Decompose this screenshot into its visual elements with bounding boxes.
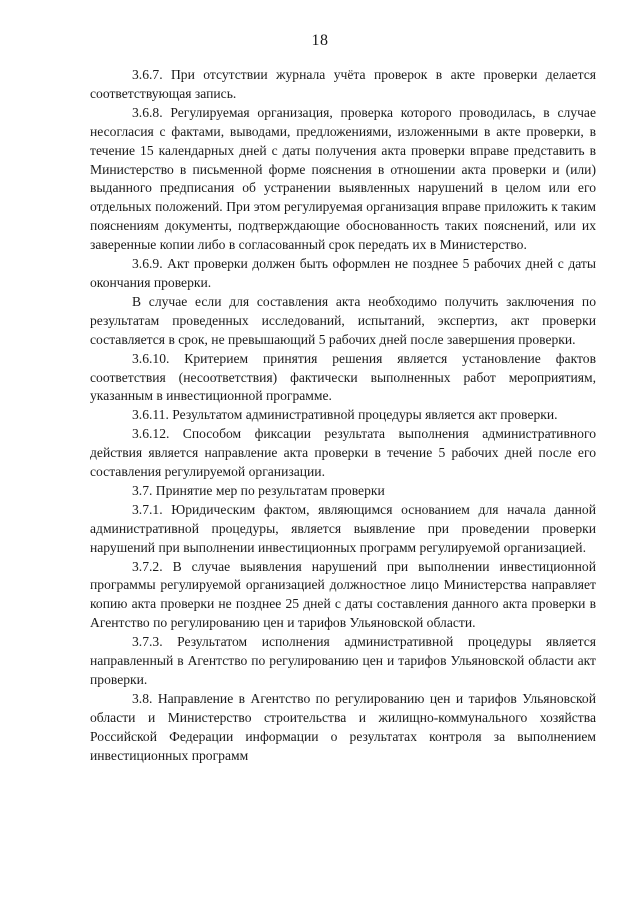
section-heading-3-7: 3.7. Принятие мер по результатам проверки xyxy=(132,482,385,498)
paragraph-3-7-2: 3.7.2. В случае выявления нарушений при выполнении инвестиционной программы регулируемой организацией должностное лицо Министерства направляет копию акта проверки не позднее 25 дней с даты составления данного акта проверки в Агентство по регулированию цен и тарифов Ульяновской области. xyxy=(90,558,596,631)
paragraph-3-6-11: 3.6.11. Результатом административной процедуры является акт проверки. xyxy=(132,407,558,423)
paragraph-3-6-8: 3.6.8. Регулируемая организация, проверка которого проводилась, в случае несогласия с фактами, выводами, предложениями, изложенными в акте проверки, в течение 15 календарных дней с даты получения акта проверки вправе представить в Министерство в письменной форме пояснения в отношении акта проверки и (или) выданного предписания об устранении выявленных нарушений в целом или его отдельных положений. При этом регулируемая организация вправе приложить к таким пояснениям документы, подтверждающие обоснованность таких пояснений, или их заверенные копии либо в согласованный срок передать их в Министерство. xyxy=(90,104,596,253)
page-number: 18 xyxy=(311,32,329,49)
paragraph-3-6-9-extra: В случае если для составления акта необходимо получить заключения по результатам проведенных исследований, испытаний, экспертиз, акт проверки составляется в срок, не превышающий 5 рабочих дней после завершения проверки. xyxy=(90,293,596,347)
section-heading-3-8: 3.8. Направление в Агентство по регулированию цен и тарифов Ульяновской области и Министерство строительства и жилищно-коммунального хозяйства Российской Федерации информации о результатах контроля за выполнением инвестиционных программ xyxy=(90,690,596,763)
paragraph-3-7-1: 3.7.1. Юридическим фактом, являющимся основанием для начала данной административной процедуры, является выявление при проведении проверки нарушений при выполнении инвестиционных программ регулируемой организацией. xyxy=(90,501,596,555)
paragraph-3-6-12: 3.6.12. Способом фиксации результата выполнения административного действия является направление акта проверки в течение 5 рабочих дней после его составления регулируемой организации. xyxy=(90,426,596,480)
paragraph-3-7-3: 3.7.3. Результатом исполнения административной процедуры является направленный в Агентство по регулированию цен и тарифов Ульяновской области акт проверки. xyxy=(90,634,596,687)
document-body xyxy=(90,66,596,766)
paragraph-3-6-10: 3.6.10. Критерием принятия решения является установление фактов соответствия (несоответствия) фактически выполненных работ мероприятиям, указанным в инвестиционной программе. xyxy=(90,350,596,404)
paragraph-3-6-9: 3.6.9. Акт проверки должен быть оформлен не позднее 5 рабочих дней с даты окончания проверки. xyxy=(90,256,596,290)
paragraph-3-6-7: 3.6.7. При отсутствии журнала учёта проверок в акте проверки делается соответствующая запись. xyxy=(90,67,596,101)
